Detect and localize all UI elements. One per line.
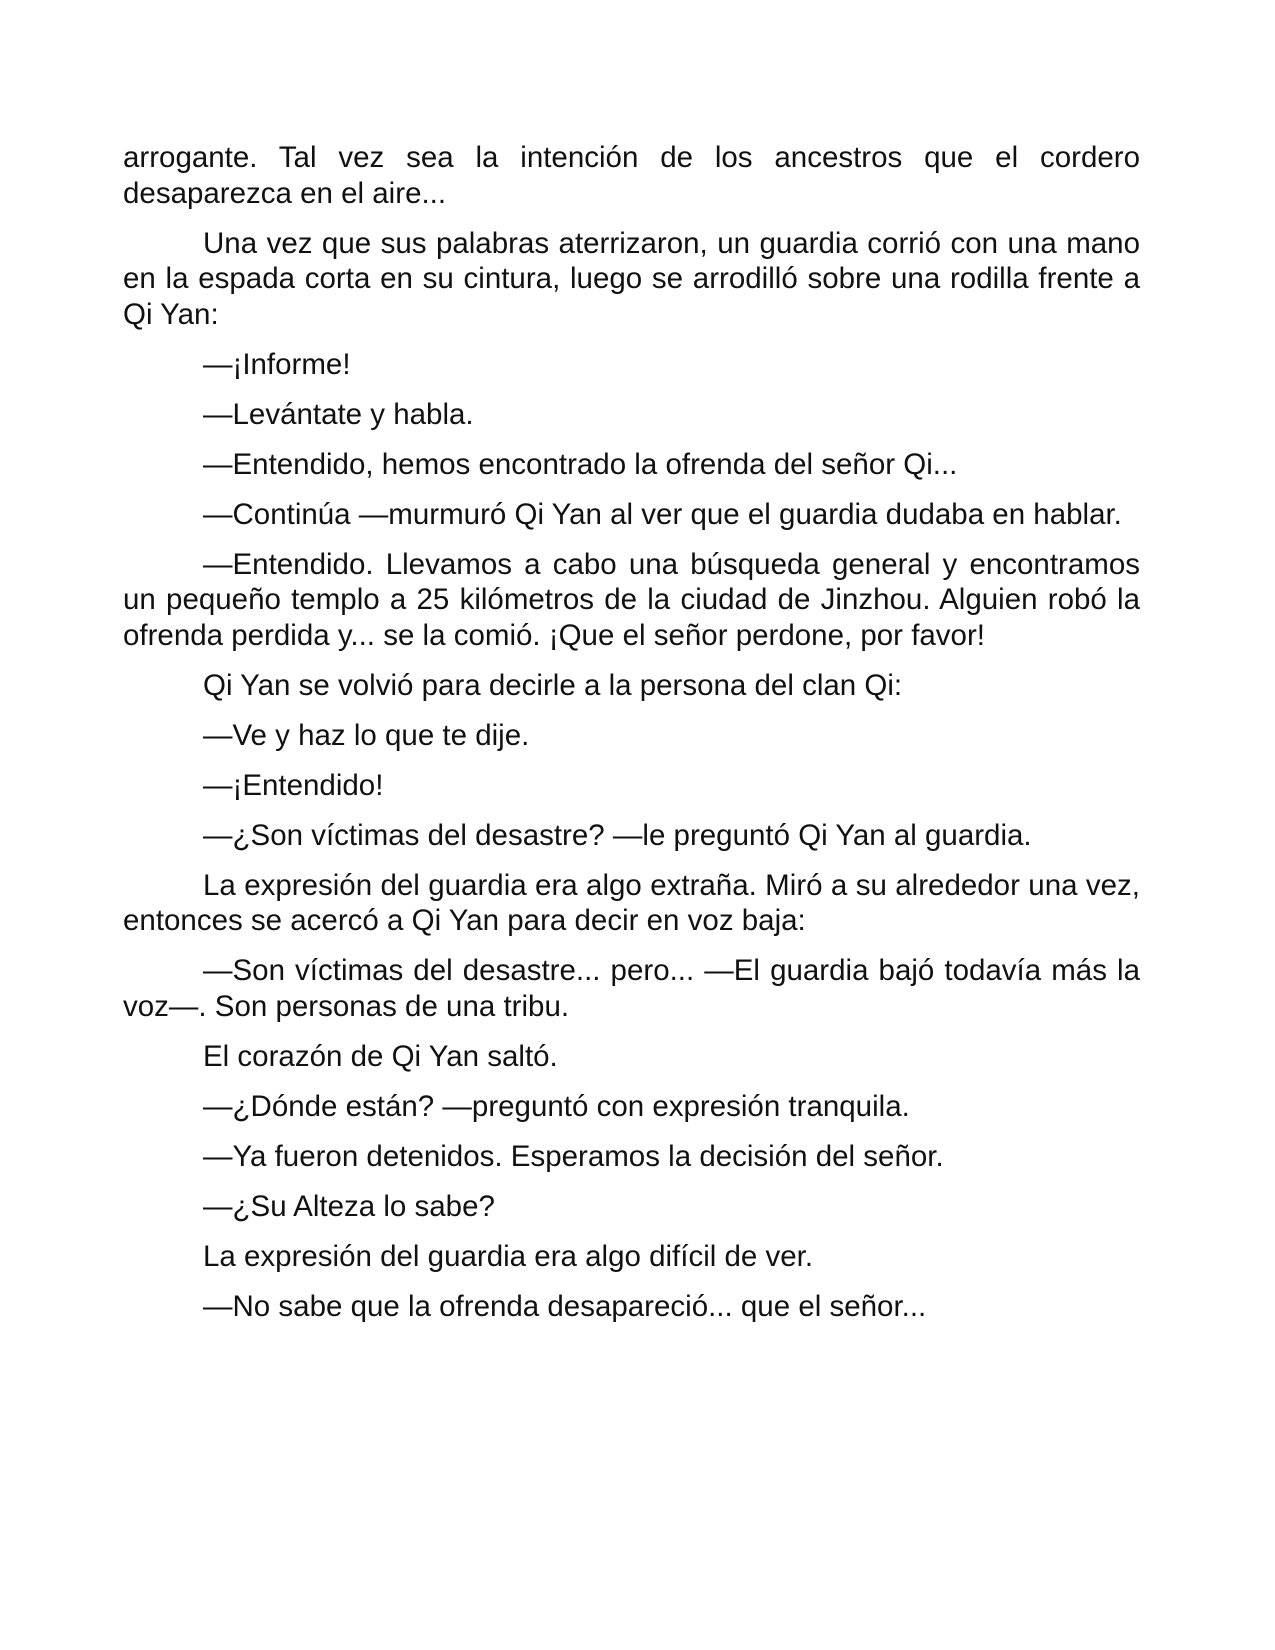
- dialogue-line: —No sabe que la ofrenda desapareció... que el señor...: [203, 1289, 927, 1323]
- paragraph-2: Una vez que sus palabras aterrizaron, un guardia corrió con una mano en la espada corta en su cintura, luego se arrodilló sobre una rodilla frente a Qi Yan:: [123, 226, 1140, 331]
- dialogue-line: —¡Informe!: [203, 347, 351, 381]
- dialogue-line: —Levántate y habla.: [203, 397, 474, 431]
- dialogue-line: —Entendido, hemos encontrado la ofrenda del señor Qi...: [203, 447, 958, 481]
- paragraph-1: arrogante. Tal vez sea la intención de los ancestros que el cordero desaparezca en el aire...: [123, 141, 1140, 210]
- dialogue-line: —¿Son víctimas del desastre? —le preguntó Qi Yan al guardia.: [203, 818, 1032, 852]
- dialogue-line: —Continúa —murmuró Qi Yan al ver que el guardia dudaba en hablar.: [203, 497, 1122, 531]
- dialogue-line: —Ya fueron detenidos. Esperamos la decisión del señor.: [203, 1139, 944, 1173]
- dialogue-line: —¡Entendido!: [203, 768, 384, 802]
- dialogue-line: —Entendido. Llevamos a cabo una búsqueda general y encontramos un pequeño templo a 25 kilómetros de la ciudad de Jinzhou. Alguien robó la ofrenda perdida y... se la comió. ¡Que el señor perdone, por favor!: [123, 547, 1140, 652]
- narration-line: La expresión del guardia era algo extraña. Miró a su alrededor una vez, entonces se acercó a Qi Yan para decir en voz baja:: [123, 868, 1140, 937]
- document-page: [123, 140, 1140, 1339]
- dialogue-line: —¿Dónde están? —preguntó con expresión tranquila.: [203, 1089, 910, 1123]
- dialogue-line: —Ve y haz lo que te dije.: [203, 718, 530, 752]
- dialogue-line: —¿Su Alteza lo sabe?: [203, 1189, 495, 1223]
- narration-line: La expresión del guardia era algo difícil de ver.: [203, 1239, 814, 1273]
- narration-line: Qi Yan se volvió para decirle a la persona del clan Qi:: [203, 668, 903, 702]
- narration-line: El corazón de Qi Yan saltó.: [203, 1039, 558, 1073]
- dialogue-line: —Son víctimas del desastre... pero... —El guardia bajó todavía más la voz—. Son personas de una tribu.: [123, 954, 1140, 1023]
